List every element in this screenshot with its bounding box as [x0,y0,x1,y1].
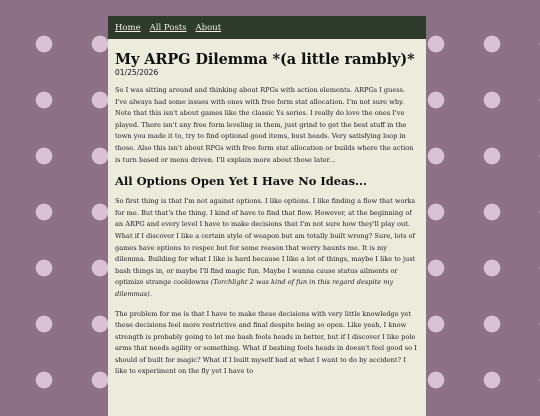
page-container [108,16,426,416]
intro-paragraph: So I was sitting around and thinking about RPGs with action elements. ARPGs I guess. I've always had some issues with ones with free form stat allocation. I'm not sure why. Note that this isn't about games like the classic Ys series. I really do love the ones I've played. There isn't any free form leveling in them, just grind to get the best stuff in the town you made it to, try to find optional good items, bust heads. Very satisfying loop in those. Also this isn't about RPGs with free form stat allocation or builds where the action is turn based or menu driven. I'll explain more about those later... [115,86,414,164]
post-content [108,51,426,378]
nav-all-posts-link[interactable]: All Posts [149,22,187,33]
paragraph-3: The problem for me is that I have to make these decisions with very little knowledge yet these decisions feel more restrictive and final despite being so open. Like yeah, I know strength is probably going to let me bash fools heads in better, but if I discover I like pole arms that needs agility or something. What if bashing fools heads in doesn't feel good so I should of built for magic? What if I built myself bad at what I want to do by accident? I like to experiment on the fly yet I have to [115,309,417,376]
post-date: 01/25/2026 [115,68,159,77]
paragraph-2-text: So first thing is that I'm not against options. I like options. I like finding a flow that works for me. But that's the thing. I kind of have to find that flow. However, at the beginning of an ARPG and every level I have to make decisions that I'm not sure how they'll play out. What if I discover I like a certain style of weapon but am totally built wrong? Sure, lots of games have options to respec but for some reason that worry haunts me. It is my dilemma. Building for what I like is hard because I like a lot of things, maybe I like to just bash things in, or maybe I'll find magic fun. Maybe I wanna cause status ailments or optimize strange cooldowns [115,197,416,287]
post-title: My ARPG Dilemma *(a little rambly)* [115,51,415,68]
paragraph-2 [115,196,419,300]
paragraph-2-italic: (Torchlight 2 was kind of fun in this regard despite my dilemmas). [115,278,394,298]
nav-about-link[interactable]: About [195,22,222,33]
top-nav [108,16,426,39]
section-heading: All Options Open Yet I Have No Ideas... [115,174,368,189]
nav-home-link[interactable]: Home [115,22,141,33]
